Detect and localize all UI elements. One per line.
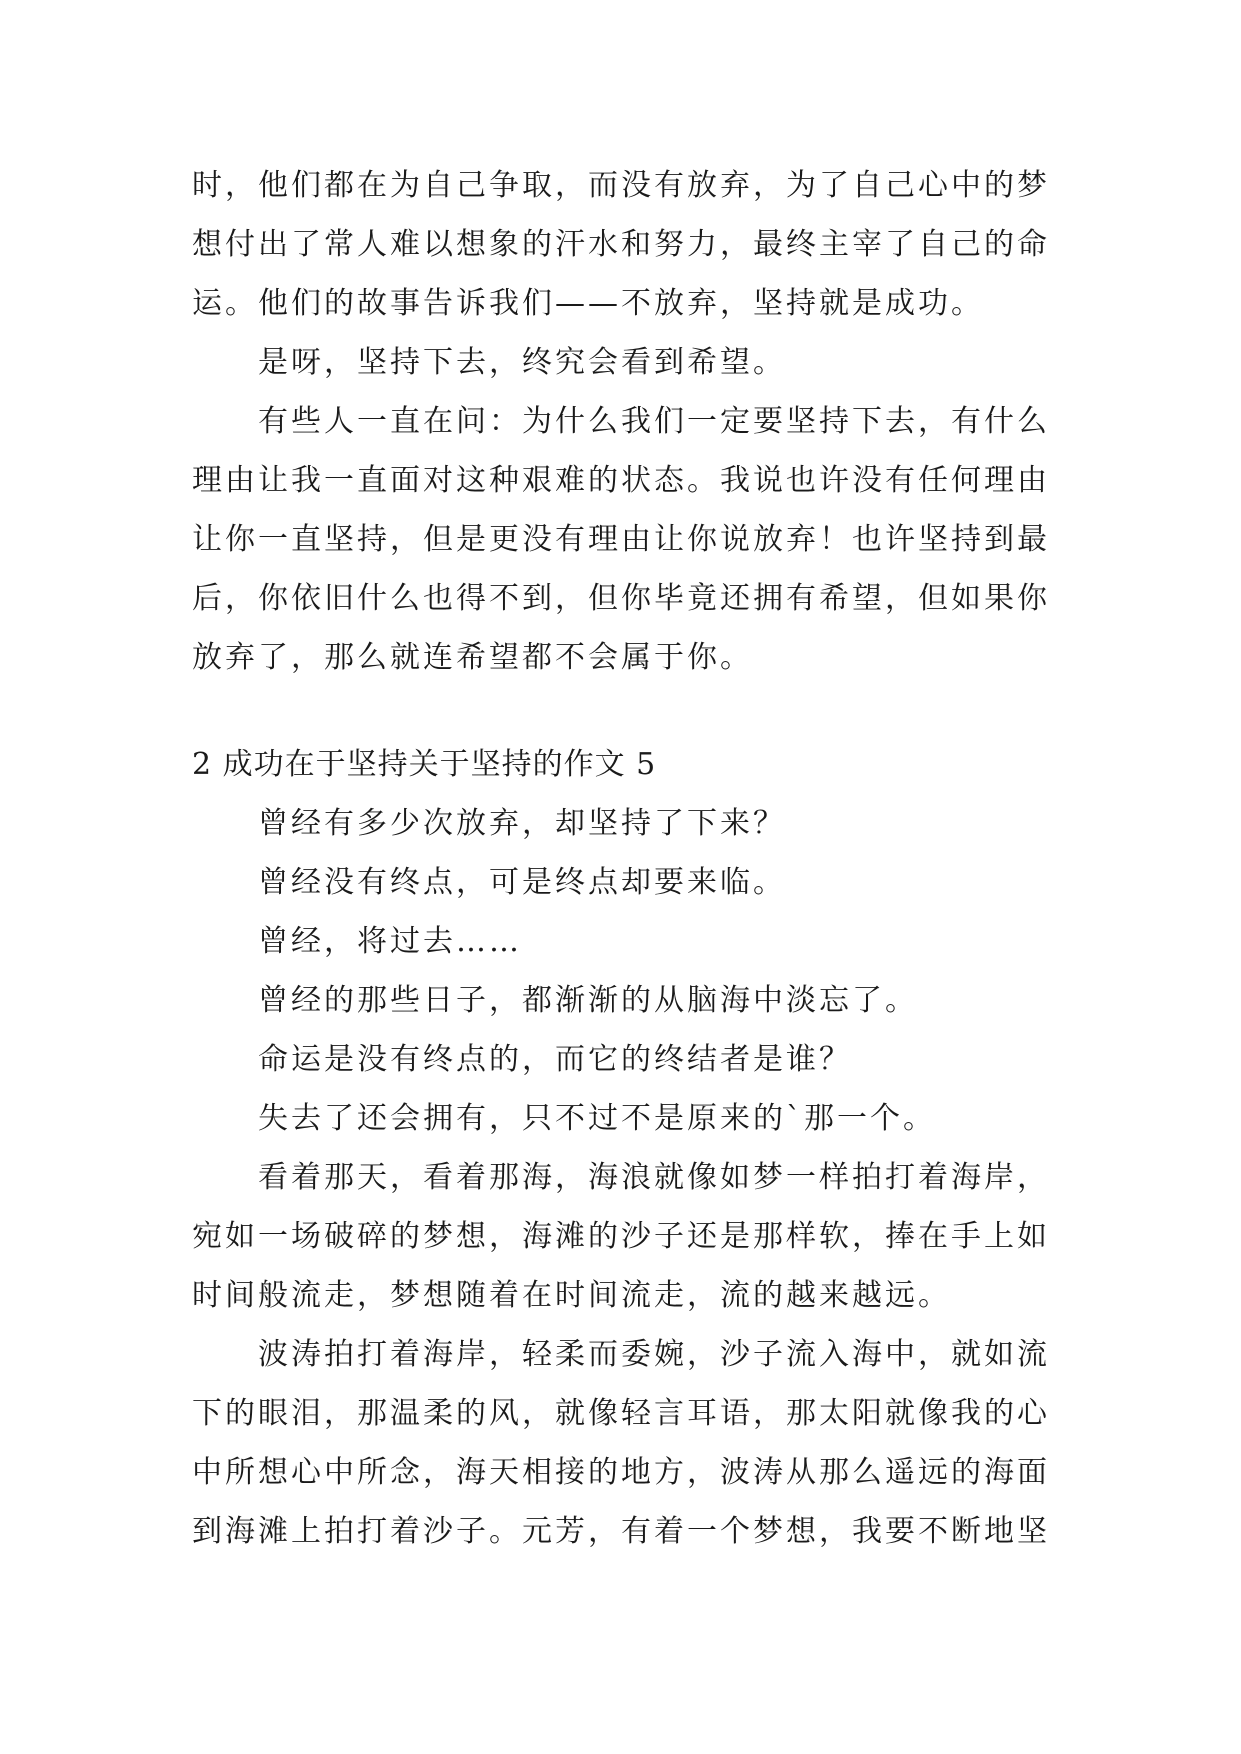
paragraph-line: 中所想心中所念，海天相接的地方，波涛从那么遥远的海面 xyxy=(192,1455,1050,1490)
paragraph-line: 后，你依旧什么也得不到，但你毕竟还拥有希望，但如果你 xyxy=(192,581,1050,616)
paragraph-line: 波涛拍打着海岸，轻柔而委婉，沙子流入海中，就如流 xyxy=(258,1337,1050,1372)
paragraph-line: 曾经的那些日子，都渐渐的从脑海中淡忘了。 xyxy=(258,983,918,1018)
section-heading: 2 成功在于坚持关于坚持的作文 5 xyxy=(192,747,657,782)
paragraph-line: 命运是没有终点的，而它的终结者是谁？ xyxy=(258,1042,852,1077)
paragraph-line: 曾经有多少次放弃，却坚持了下来？ xyxy=(258,806,786,841)
paragraph-line: 失去了还会拥有，只不过不是原来的`那一个。 xyxy=(258,1101,936,1136)
paragraph-line: 时间般流走，梦想随着在时间流走，流的越来越远。 xyxy=(192,1278,951,1313)
paragraph-line: 曾经，将过去…… xyxy=(258,924,522,959)
paragraph-line: 时，他们都在为自己争取，而没有放弃，为了自己心中的梦 xyxy=(192,168,1050,203)
paragraph-line: 有些人一直在问：为什么我们一定要坚持下去，有什么 xyxy=(258,404,1050,439)
paragraph-line: 下的眼泪，那温柔的风，就像轻言耳语，那太阳就像我的心 xyxy=(192,1396,1050,1431)
paragraph-line: 曾经没有终点，可是终点却要来临。 xyxy=(258,865,786,900)
paragraph-line: 让你一直坚持，但是更没有理由让你说放弃！也许坚持到最 xyxy=(192,522,1050,557)
paragraph-line: 看着那天，看着那海，海浪就像如梦一样拍打着海岸， xyxy=(258,1160,1050,1195)
paragraph-line: 宛如一场破碎的梦想，海滩的沙子还是那样软，捧在手上如 xyxy=(192,1219,1050,1254)
paragraph-line: 是呀，坚持下去，终究会看到希望。 xyxy=(258,345,786,380)
paragraph-line: 想付出了常人难以想象的汗水和努力，最终主宰了自己的命 xyxy=(192,227,1050,262)
paragraph-line: 运。他们的故事告诉我们——不放弃，坚持就是成功。 xyxy=(192,286,984,321)
paragraph-line: 放弃了，那么就连希望都不会属于你。 xyxy=(192,640,753,675)
paragraph-line: 理由让我一直面对这种艰难的状态。我说也许没有任何理由 xyxy=(192,463,1050,498)
paragraph-line: 到海滩上拍打着沙子。元芳，有着一个梦想，我要不断地坚 xyxy=(192,1514,1050,1549)
